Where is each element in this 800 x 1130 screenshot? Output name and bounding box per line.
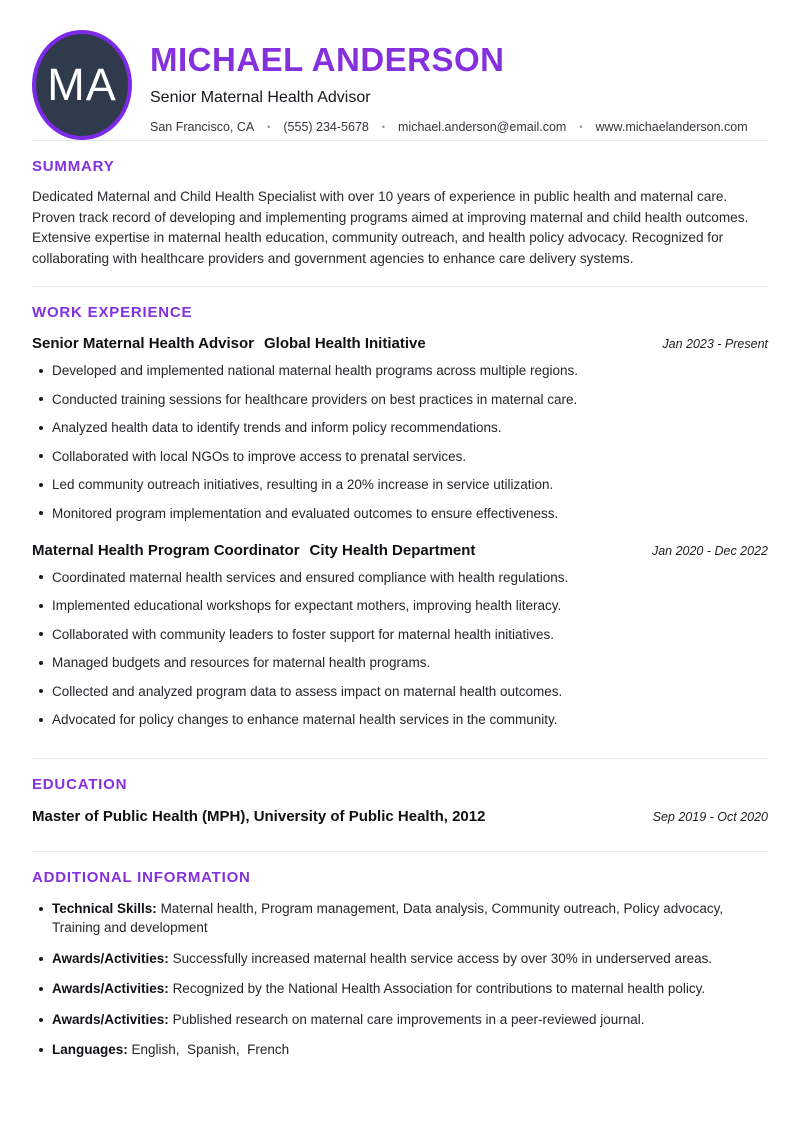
contact-item: www.michaelanderson.com [595,120,748,134]
job-title-line [32,335,426,352]
work-experience-section [32,287,768,758]
education-degree: Master of Public Health (MPH), University of Public Health, 2012 [32,807,486,825]
additional-item-label: Awards/Activities: [52,950,169,966]
additional-information-section [32,852,768,1060]
job-bullet-list [32,361,768,523]
bullet-separator-icon: • [267,122,271,132]
additional-item [32,949,768,969]
job-bullet-item: Developed and implemented national maternal health programs across multiple regions. [32,361,768,380]
job-bullet-item: Managed budgets and resources for maternal health programs. [32,653,768,672]
job-entry [32,542,768,730]
job-bullet-item: Monitored program implementation and evaluated outcomes to ensure effectiveness. [32,504,768,523]
additional-item-text: Successfully increased maternal health service access by over 30% in underserved areas. [172,950,713,966]
additional-item-text: Published research on maternal care improvements in a peer-reviewed journal. [172,1011,645,1027]
job-company: Global Health Initiative [264,335,426,352]
job-dates: Jan 2020 - Dec 2022 [651,543,768,558]
contact-row [150,120,748,134]
job-bullet-item: Advocated for policy changes to enhance maternal health services in the community. [32,710,768,729]
job-bullet-item: Led community outreach initiatives, resulting in a 20% increase in service utilization. [32,475,768,494]
job-bullet-item: Collected and analyzed program data to assess impact on maternal health outcomes. [32,682,768,701]
contact-item: michael.anderson@email.com [398,120,567,134]
job-list [32,335,768,729]
job-header-row [32,335,768,352]
summary-section [32,141,768,269]
additional-item [32,979,768,999]
job-entry [32,335,768,523]
additional-item [32,899,768,938]
additional-item-label: Technical Skills: [52,900,157,916]
contact-item: San Francisco, CA [150,120,255,134]
contact-item: (555) 234-5678 [283,120,369,134]
job-company: City Health Department [309,541,476,559]
job-header-row [32,542,768,559]
bullet-separator-icon: • [579,122,583,132]
additional-item-label: Awards/Activities: [52,981,169,996]
summary-text: Dedicated Maternal and Child Health Specialist with over 10 years of experience in public health and maternal care. Proven track record of developing and implementing programs aimed at improving maternal and child health outcomes. Extensive expertise in maternal health education, community outreach, and health policy advocacy. Recognized for collaborating with healthcare providers and government agencies to enhance care delivery systems. [32,189,749,266]
resume-header [32,0,768,140]
job-title: Maternal Health Program Coordinator [32,541,300,559]
job-bullet-item: Collaborated with local NGOs to improve access to prenatal services. [32,447,768,466]
avatar [32,30,132,140]
additional-item-label: Languages: [52,1042,128,1057]
additional-item-text: English, Spanish, French [131,1042,290,1057]
additional-item [32,1040,768,1060]
work-experience-heading: WORK EXPERIENCE [32,304,193,321]
job-title-line [32,542,475,559]
job-bullet-item: Implemented educational workshops for expectant mothers, improving health literacy. [32,596,768,615]
additional-item [32,1010,768,1030]
header-text [150,30,748,134]
avatar-initials: MA [47,59,117,110]
additional-information-heading: ADDITIONAL INFORMATION [32,868,251,886]
person-name: MICHAEL ANDERSON [150,41,505,78]
additional-item-label: Awards/Activities: [52,1011,169,1027]
bullet-separator-icon: • [381,122,386,132]
job-bullet-item: Coordinated maternal health services and ensured compliance with health regulations. [32,568,768,587]
job-title: Senior Maternal Health Advisor [32,335,254,352]
education-entry [32,808,768,851]
additional-list [32,899,768,1060]
job-bullet-item: Analyzed health data to identify trends and inform policy recommendations. [32,418,768,437]
job-bullet-item: Collaborated with community leaders to foster support for maternal health initiatives. [32,625,768,644]
job-bullet-list [32,568,768,730]
additional-item-text: Recognized by the National Health Association for contributions to maternal health policy. [172,981,706,996]
education-heading: EDUCATION [32,775,128,793]
job-dates: Jan 2023 - Present [662,337,768,351]
education-section [32,759,768,851]
education-dates: Sep 2019 - Oct 2020 [652,809,768,824]
job-bullet-item: Conducted training sessions for healthcare providers on best practices in maternal care. [32,390,768,409]
additional-item-text: Maternal health, Program management, Data analysis, Community outreach, Policy advocacy, Training and development [52,900,727,935]
summary-heading: SUMMARY [32,158,115,175]
person-job-title: Senior Maternal Health Advisor [150,89,371,106]
